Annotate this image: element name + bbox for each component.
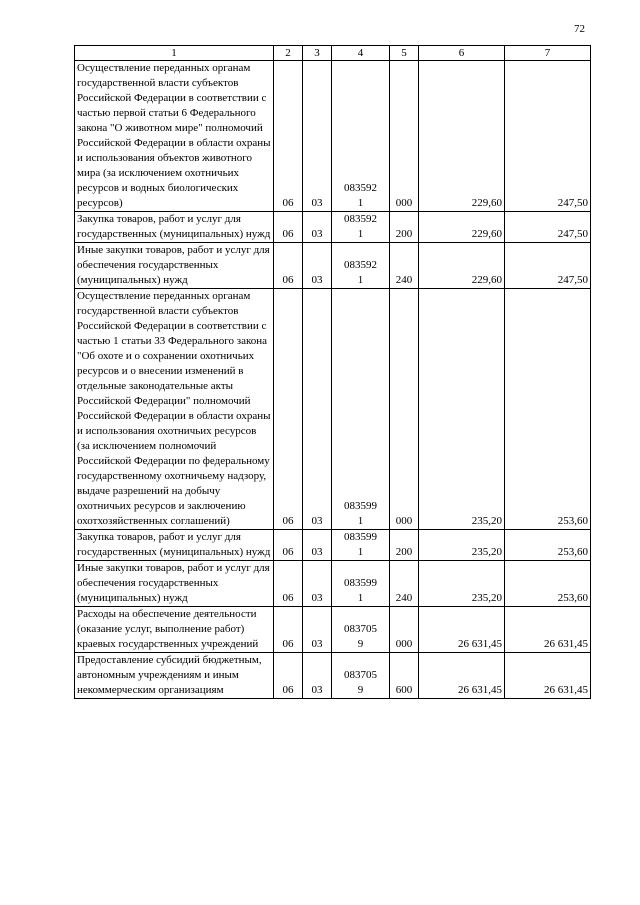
subsection-cell: 03 [303, 653, 332, 699]
subsection-cell: 03 [303, 607, 332, 653]
table-row [75, 289, 591, 530]
table-row [75, 212, 591, 243]
amount-year2-cell: 26 631,45 [505, 653, 591, 699]
expense-type-cell: 000 [390, 289, 419, 530]
target-article-cell [332, 530, 390, 561]
expense-name-cell: Иные закупки товаров, работ и услуг для обеспечения государственных (муниципальных) нужд [75, 561, 274, 607]
section-cell: 06 [274, 653, 303, 699]
header-cell: 1 [75, 46, 274, 61]
expense-name-cell: Закупка товаров, работ и услуг для государственных (муниципальных) нужд [75, 212, 274, 243]
target-article-code-part2: 9 [357, 684, 364, 696]
subsection-cell: 03 [303, 289, 332, 530]
amount-year1-cell: 26 631,45 [419, 607, 505, 653]
target-article-code-part2: 1 [357, 546, 364, 558]
amount-year1-cell: 229,60 [419, 212, 505, 243]
amount-year1-cell: 229,60 [419, 243, 505, 289]
budget-table [74, 45, 591, 699]
expense-type-cell: 240 [390, 561, 419, 607]
target-article-code-part1: 083592 [344, 259, 377, 271]
target-article-code-part2: 1 [357, 274, 364, 286]
amount-year2-cell: 26 631,45 [505, 607, 591, 653]
amount-year1-cell: 229,60 [419, 61, 505, 212]
target-article-code-part1: 083705 [344, 623, 377, 635]
expense-name-cell: Осуществление переданных органам государственной власти субъектов Российской Федерации в соответствии с частью первой статьи 6 Федерального закона "О животном мире" полномочий Российской Федерации в области охраны и использования объектов животного мира (за исключением охотничьих ресурсов и водных биологических ресурсов) [75, 61, 274, 212]
expense-name-cell: Осуществление переданных органам государственной власти субъектов Российской Федерации в соответствии с частью 1 статьи 33 Федерального закона "Об охоте и о сохранении охотничьих ресурсов и о внесении изменений в отдельные законодательные акты Российской Федерации" полномочий Российской Федерации в области охраны и использования охотничьих ресурсов (за исключением полномочий Российской Федерации по федеральному государственному охотничьему надзору, выдаче разрешений на добычу охотничьих ресурсов и заключению охотхозяйственных соглашений) [75, 289, 274, 530]
subsection-cell: 03 [303, 561, 332, 607]
header-cell: 4 [332, 46, 390, 61]
expense-type-cell: 200 [390, 212, 419, 243]
section-cell: 06 [274, 212, 303, 243]
target-article-code-part2: 1 [357, 228, 364, 240]
header-cell: 7 [505, 46, 591, 61]
amount-year2-cell: 253,60 [505, 530, 591, 561]
target-article-cell [332, 653, 390, 699]
section-cell: 06 [274, 530, 303, 561]
table-row [75, 607, 591, 653]
section-cell: 06 [274, 607, 303, 653]
header-row [75, 46, 591, 61]
target-article-code-part2: 1 [357, 592, 364, 604]
target-article-code-part2: 9 [357, 638, 364, 650]
section-cell: 06 [274, 61, 303, 212]
subsection-cell: 03 [303, 243, 332, 289]
target-article-code-part1: 083599 [344, 531, 377, 543]
target-article-cell [332, 561, 390, 607]
expense-type-cell: 240 [390, 243, 419, 289]
expense-type-cell: 000 [390, 607, 419, 653]
target-article-cell [332, 61, 390, 212]
amount-year1-cell: 235,20 [419, 530, 505, 561]
section-cell: 06 [274, 561, 303, 607]
header-cell: 3 [303, 46, 332, 61]
target-article-cell [332, 607, 390, 653]
section-cell: 06 [274, 243, 303, 289]
amount-year1-cell: 235,20 [419, 561, 505, 607]
header-cell: 6 [419, 46, 505, 61]
target-article-code-part1: 083599 [344, 577, 377, 589]
target-article-code-part2: 1 [357, 197, 364, 209]
table-row [75, 530, 591, 561]
expense-type-cell: 000 [390, 61, 419, 212]
table-row [75, 561, 591, 607]
table-row [75, 653, 591, 699]
subsection-cell: 03 [303, 212, 332, 243]
section-cell: 06 [274, 289, 303, 530]
target-article-cell [332, 243, 390, 289]
table-row [75, 61, 591, 212]
page-number: 72 [574, 23, 585, 35]
amount-year2-cell: 253,60 [505, 561, 591, 607]
target-article-code-part1: 083592 [344, 213, 377, 225]
table-row [75, 243, 591, 289]
target-article-cell [332, 212, 390, 243]
expense-name-cell: Иные закупки товаров, работ и услуг для обеспечения государственных (муниципальных) нужд [75, 243, 274, 289]
amount-year1-cell: 235,20 [419, 289, 505, 530]
expense-name-cell: Предоставление субсидий бюджетным, автономным учреждениям и иным некоммерческим организациям [75, 653, 274, 699]
target-article-code-part1: 083705 [344, 669, 377, 681]
target-article-cell [332, 289, 390, 530]
expense-name-cell: Закупка товаров, работ и услуг для государственных (муниципальных) нужд [75, 530, 274, 561]
target-article-code-part1: 083599 [344, 500, 377, 512]
amount-year1-cell: 26 631,45 [419, 653, 505, 699]
amount-year2-cell: 247,50 [505, 243, 591, 289]
subsection-cell: 03 [303, 61, 332, 212]
expense-type-cell: 600 [390, 653, 419, 699]
expense-name-cell: Расходы на обеспечение деятельности (оказание услуг, выполнение работ) краевых государственных учреждений [75, 607, 274, 653]
header-cell: 5 [390, 46, 419, 61]
target-article-code-part1: 083592 [344, 182, 377, 194]
amount-year2-cell: 247,50 [505, 61, 591, 212]
amount-year2-cell: 253,60 [505, 289, 591, 530]
target-article-code-part2: 1 [357, 515, 364, 527]
amount-year2-cell: 247,50 [505, 212, 591, 243]
header-cell: 2 [274, 46, 303, 61]
expense-type-cell: 200 [390, 530, 419, 561]
subsection-cell: 03 [303, 530, 332, 561]
